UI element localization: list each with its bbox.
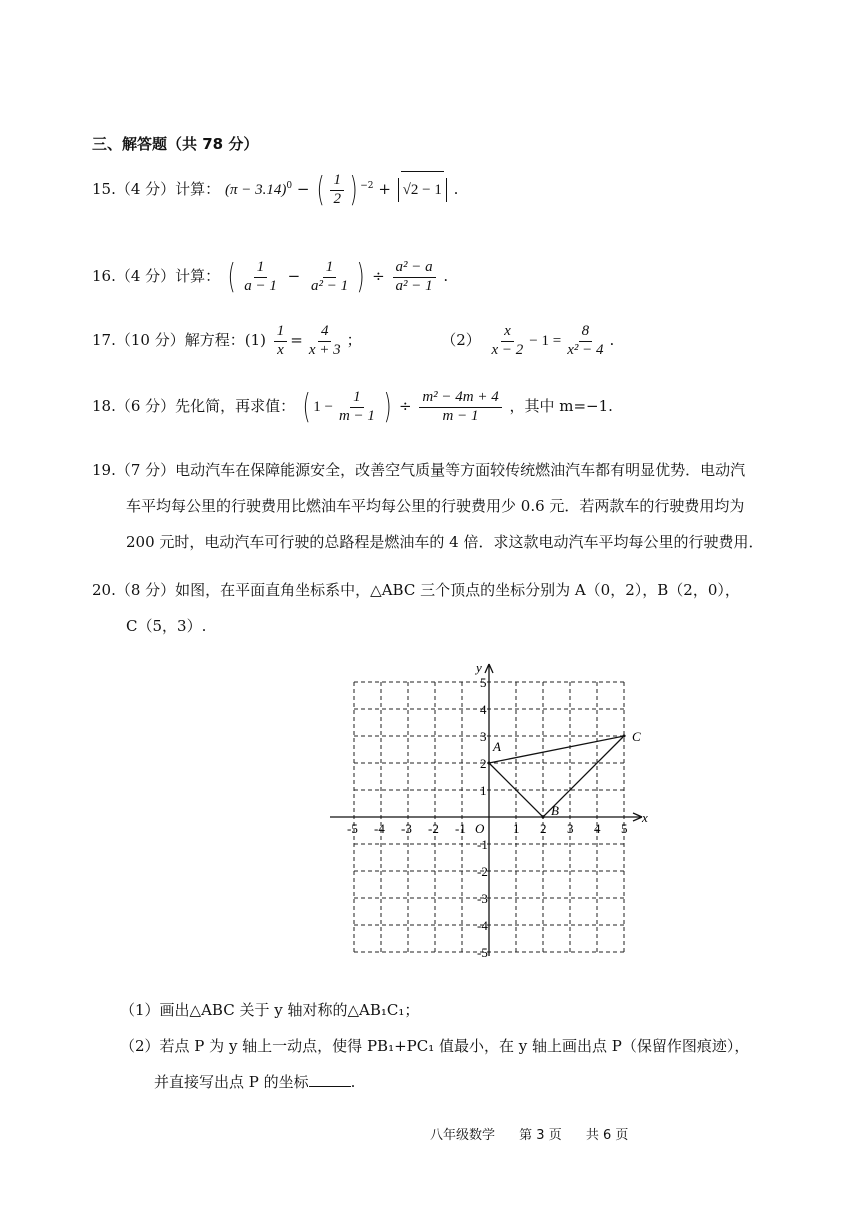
q16-frac-2: $\frac{1}{\text{a² − 1}}$ (310, 259, 349, 294)
question-16: 16.（4 分）计算： ( $\frac{1}{a - 1}$ − $\frac{1}{\text{a² − 1}}$ ) ÷ $\frac{\text{a² − a}}{\text{a² − 1}}$ . (92, 257, 449, 297)
q16-label: 16.（4 分）计算： (92, 267, 221, 285)
q19-line-1: 19.（7 分）电动汽车在保障能源安全，改善空气质量等方面较传统燃油汽车都有明显优势．电动汽 (92, 461, 746, 479)
point-a (488, 762, 491, 765)
q17-p2-right: $\frac{8}{\text{x² − 4}}$ (567, 323, 604, 358)
point-b (542, 816, 545, 819)
answer-blank[interactable] (309, 1086, 351, 1087)
y-tick-label: -4 (477, 918, 488, 933)
q15-label: 15.（4 分）计算： (92, 180, 221, 198)
q20-sub-3 (120, 1064, 860, 1100)
x-tick-label: 5 (621, 821, 628, 836)
q15-exp-a: 0 (286, 181, 293, 191)
q20-subparts (120, 992, 860, 1100)
q17-label: 17.（10 分）解方程：(1) (92, 331, 266, 349)
q17-p2-mid: − 1 = (529, 333, 562, 349)
q17-sep: ； (346, 331, 362, 349)
footer-subject: 八年级数学 (430, 1128, 496, 1143)
q19-line-2: 车平均每公里的行驶费用比燃油车平均每公里的行驶费用少 0.6 元．若两款车的行驶费用均为 (126, 497, 745, 515)
q20-line-1: 20.（8 分）如图，在平面直角坐标系中，△ABC 三个顶点的坐标分别为 A（0，2），B（2，0）， (92, 581, 740, 599)
x-tick-label: -4 (374, 821, 385, 836)
q20-sub-2: （2）若点 P 为 y 轴上一动点，使得 PB₁+PC₁ 值最小，在 y 轴上画出点 P（保留作图痕迹）， (120, 1037, 750, 1055)
q18-frac-2: $\frac{\text{m² − 4m + 4}}{m - 1}$ (419, 389, 501, 425)
question-17 (92, 322, 852, 359)
y-axis-arrow (485, 664, 493, 673)
q17-p1-left: $\frac{1}{x}$ (274, 323, 288, 359)
q17-end: . (609, 331, 615, 349)
question-20 (92, 572, 852, 644)
q17-part2: （2） (441, 331, 481, 349)
y-tick-label: 4 (480, 702, 487, 717)
y-tick-label: -3 (477, 891, 488, 906)
y-tick-label: 3 (480, 729, 487, 744)
q18-div: ÷ (398, 397, 412, 415)
q20-sub-3-text: 并直接写出点 P 的坐标 (154, 1073, 309, 1091)
x-axis-label: x (642, 810, 648, 825)
section-title: 三、解答题（共 78 分） (92, 135, 259, 153)
y-tick-label: 2 (480, 756, 487, 771)
y-tick-label: 5 (480, 675, 487, 690)
x-tick-label: 2 (540, 821, 547, 836)
footer-total: 共 6 页 (585, 1128, 629, 1143)
q18-one: 1 − (313, 399, 333, 415)
q20-sub-1: （1）画出△ABC 关于 y 轴对称的△AB₁C₁； (120, 1001, 420, 1019)
x-axis-arrow (633, 813, 642, 821)
q18-frac-1: $\frac{1}{m - 1}$ (338, 389, 375, 424)
origin-label: O (475, 821, 485, 836)
y-tick-label: -2 (477, 864, 488, 879)
point-label-a: A (493, 739, 501, 754)
page-footer (430, 1124, 648, 1143)
point-c (623, 735, 626, 738)
q16-frac-3: $\frac{\text{a² − a}}{\text{a² − 1}}$ (393, 259, 436, 295)
q15-end: . (453, 180, 459, 198)
x-tick-label: -5 (347, 821, 358, 836)
footer-page: 第 3 页 (519, 1128, 562, 1143)
y-tick-label: 1 (480, 783, 487, 798)
x-tick-label: -2 (428, 821, 439, 836)
y-axis-label: y (476, 660, 482, 675)
question-19 (92, 452, 852, 560)
y-tick-label: -5 (477, 945, 488, 960)
q20-sub-3-end: . (350, 1073, 356, 1091)
question-15: 15.（4 分）计算： $(\pi - 3.14)^0$ − ( $\frac{1}{2}$ ) $^{-2}$ + √2 − 1 . (92, 170, 459, 210)
x-tick-label: -1 (455, 821, 466, 836)
point-label-b: B (551, 803, 559, 818)
q15-minus: − (296, 180, 310, 198)
q20-line-2: C（5，3）. (126, 617, 207, 635)
triangle-abc (489, 736, 624, 817)
y-tick-label: -1 (477, 837, 488, 852)
q16-end: . (443, 267, 449, 285)
q15-frac-exp: −2 (360, 181, 374, 191)
question-18: 18.（6 分）先化简，再求值： ( 1 − $\frac{1}{m - 1}$ ) ÷ $\frac{\text{m² − 4m + 4}}{m - 1}$ ，其中 m=−1. (92, 387, 613, 427)
q19-line-3: 200 元时，电动汽车可行驶的总路程是燃油车的 4 倍．求这款电动汽车平均每公里的行驶费用． (126, 533, 764, 551)
q16-frac-1: $\frac{1}{a - 1}$ (244, 259, 277, 294)
q16-div: ÷ (372, 267, 385, 285)
x-tick-label: 4 (594, 821, 601, 836)
q17-p2-left: $\frac{x}{x - 2}$ (491, 323, 524, 358)
q18-tail: ，其中 m=−1. (509, 397, 613, 415)
q17-p1-right: $\frac{4}{x + 3}$ (308, 323, 341, 358)
x-tick-label: 3 (567, 821, 574, 836)
q15-abs: √2 − 1 (401, 171, 444, 208)
q15-plus: + (378, 180, 391, 198)
q16-minus: − (287, 267, 301, 285)
q15-expr-a: (π − 3.14) (224, 182, 287, 198)
x-tick-label: 1 (513, 821, 520, 836)
q17-eq: = (290, 331, 303, 349)
point-label-c: C (632, 729, 641, 744)
q18-label: 18.（6 分）先化简，再求值： (92, 397, 296, 415)
q15-frac: $\frac{1}{2}$ (330, 172, 344, 208)
x-tick-label: -3 (401, 821, 412, 836)
